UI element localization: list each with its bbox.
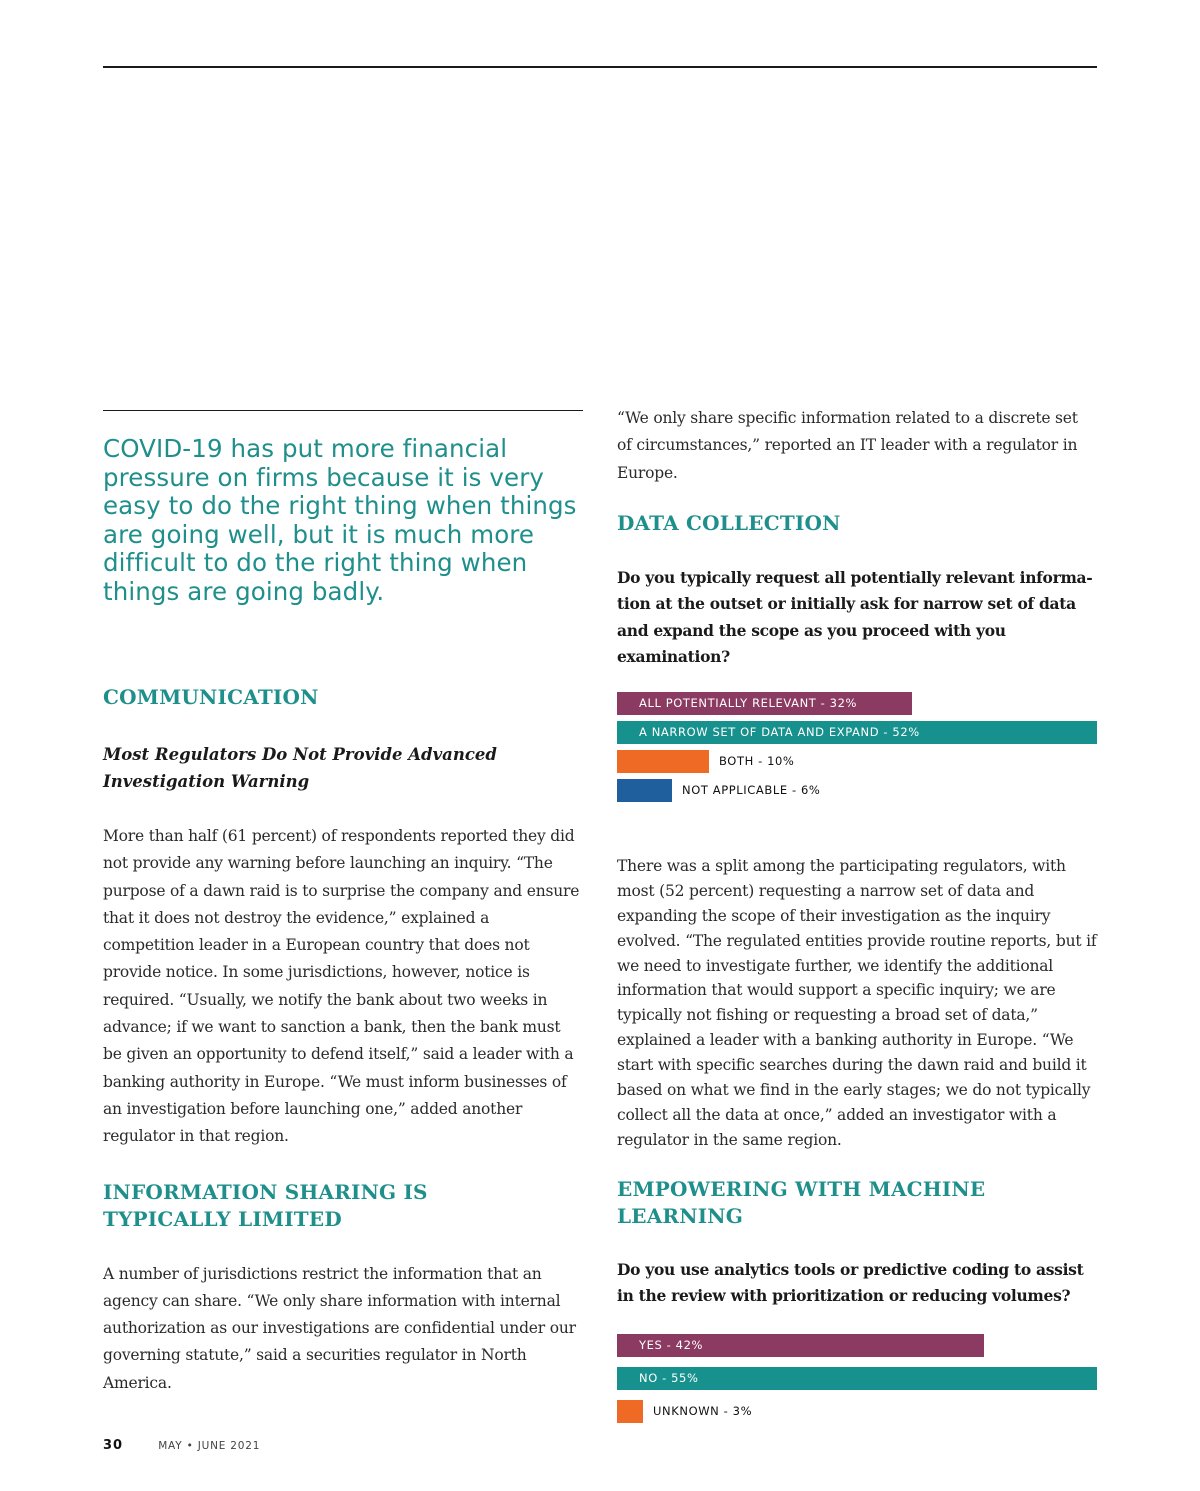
data-collection-chart (617, 692, 1097, 802)
left-column (103, 410, 583, 1397)
page-number: 30 (103, 1438, 124, 1453)
information-sharing-heading (103, 1179, 583, 1233)
data-collection-question: Do you typically request all potentially relevant information at the outset or initially ask for narrow set of data and expand the scope as you proceed with you examination? (617, 567, 1093, 667)
communication-subhead: Most Regulators Do Not Provide Advanced Investigation Warning (103, 745, 497, 791)
chart-bar-label: BOTH - 10% (719, 753, 795, 768)
pullquote-rule (103, 410, 583, 411)
machine-learning-question: Do you use analytics tools or predictive coding to assist in the review with prioritization or reducing volumes? (617, 1259, 1084, 1306)
chart-bar-label: ALL POTENTIALLY RELEVANT - 32% (639, 695, 858, 710)
chart-bar-label: UNKNOWN - 3% (653, 1403, 753, 1418)
information-sharing-heading-line1: INFORMATION SHARING IS (103, 1179, 428, 1204)
information-sharing-heading-line2: TYPICALLY LIMITED (103, 1206, 342, 1231)
information-sharing-body: A number of jurisdictions restrict the information that an agency can share. “We only share information with internal authorization as our investigations are confidential under our governing statute,” said a securities regulator in North America. (103, 1264, 576, 1392)
data-collection-heading: DATA COLLECTION (617, 510, 841, 535)
right-column (617, 405, 1097, 1423)
chart-bar-row (617, 1334, 1097, 1357)
chart-bar-row (617, 1400, 1097, 1423)
chart-bar-label: NOT APPLICABLE - 6% (682, 782, 821, 797)
chart-bar-label: A NARROW SET OF DATA AND EXPAND - 52% (639, 724, 920, 739)
data-collection-body: There was a split among the participating regulators, with most (52 percent) requesting a narrow set of data and expanding the scope of their investigation as the inquiry evolved. “The regulated entities provide routine reports, but if we need to investigate further, we identify the additional information that would support a specific inquiry; we are typically not fishing or requesting a broad set of data,” explained a leader with a banking authority in Europe. “We start with specific searches during the dawn raid and build it based on what we find in the early stages; we do not typically collect all the data at once,” added an investigator with a regulator in the same region. (617, 856, 1097, 1149)
machine-learning-chart (617, 1334, 1097, 1423)
chart-bar (617, 750, 709, 773)
top-rule (103, 66, 1097, 68)
chart-bar-label: NO - 55% (639, 1370, 699, 1385)
machine-learning-heading: EMPOWERING WITH MACHINE LEARNING (617, 1176, 986, 1228)
page-footer (103, 1434, 260, 1453)
chart-bar-row (617, 779, 1097, 802)
chart-bar-label: YES - 42% (639, 1337, 704, 1352)
issue-date: MAY • JUNE 2021 (158, 1440, 261, 1452)
chart-bar (617, 1400, 643, 1423)
communication-body: More than half (61 percent) of respondents reported they did not provide any warning before launching an inquiry. “The purpose of a dawn raid is to surprise the company and ensure that it does not destroy the evidence,” explained a competition leader in a European country that does not provide notice. In some jurisdictions, however, notice is required. “Usually, we notify the bank about two weeks in advance; if we want to sanction a bank, then the bank must be given an opportunity to defend itself,” said a leader with a banking authority in Europe. “We must inform businesses of an investigation before launching one,” added another regulator in that region. (103, 827, 580, 1146)
communication-heading: COMMUNICATION (103, 685, 319, 709)
chart-bar-row (617, 721, 1097, 744)
continuation-paragraph: “We only share specific information related to a discrete set of circumstances,” reported an IT leader with a regulator in Europe. (617, 409, 1078, 482)
chart-bar (617, 779, 672, 802)
chart-bar-row (617, 750, 1097, 773)
pullquote: COVID-19 has put more financial pressure on firms because it is very easy to do the right thing when things are going well, but it is much more difficult to do the right thing when things are going badly. (103, 434, 577, 606)
chart-bar-row (617, 692, 1097, 715)
chart-bar-row (617, 1367, 1097, 1390)
